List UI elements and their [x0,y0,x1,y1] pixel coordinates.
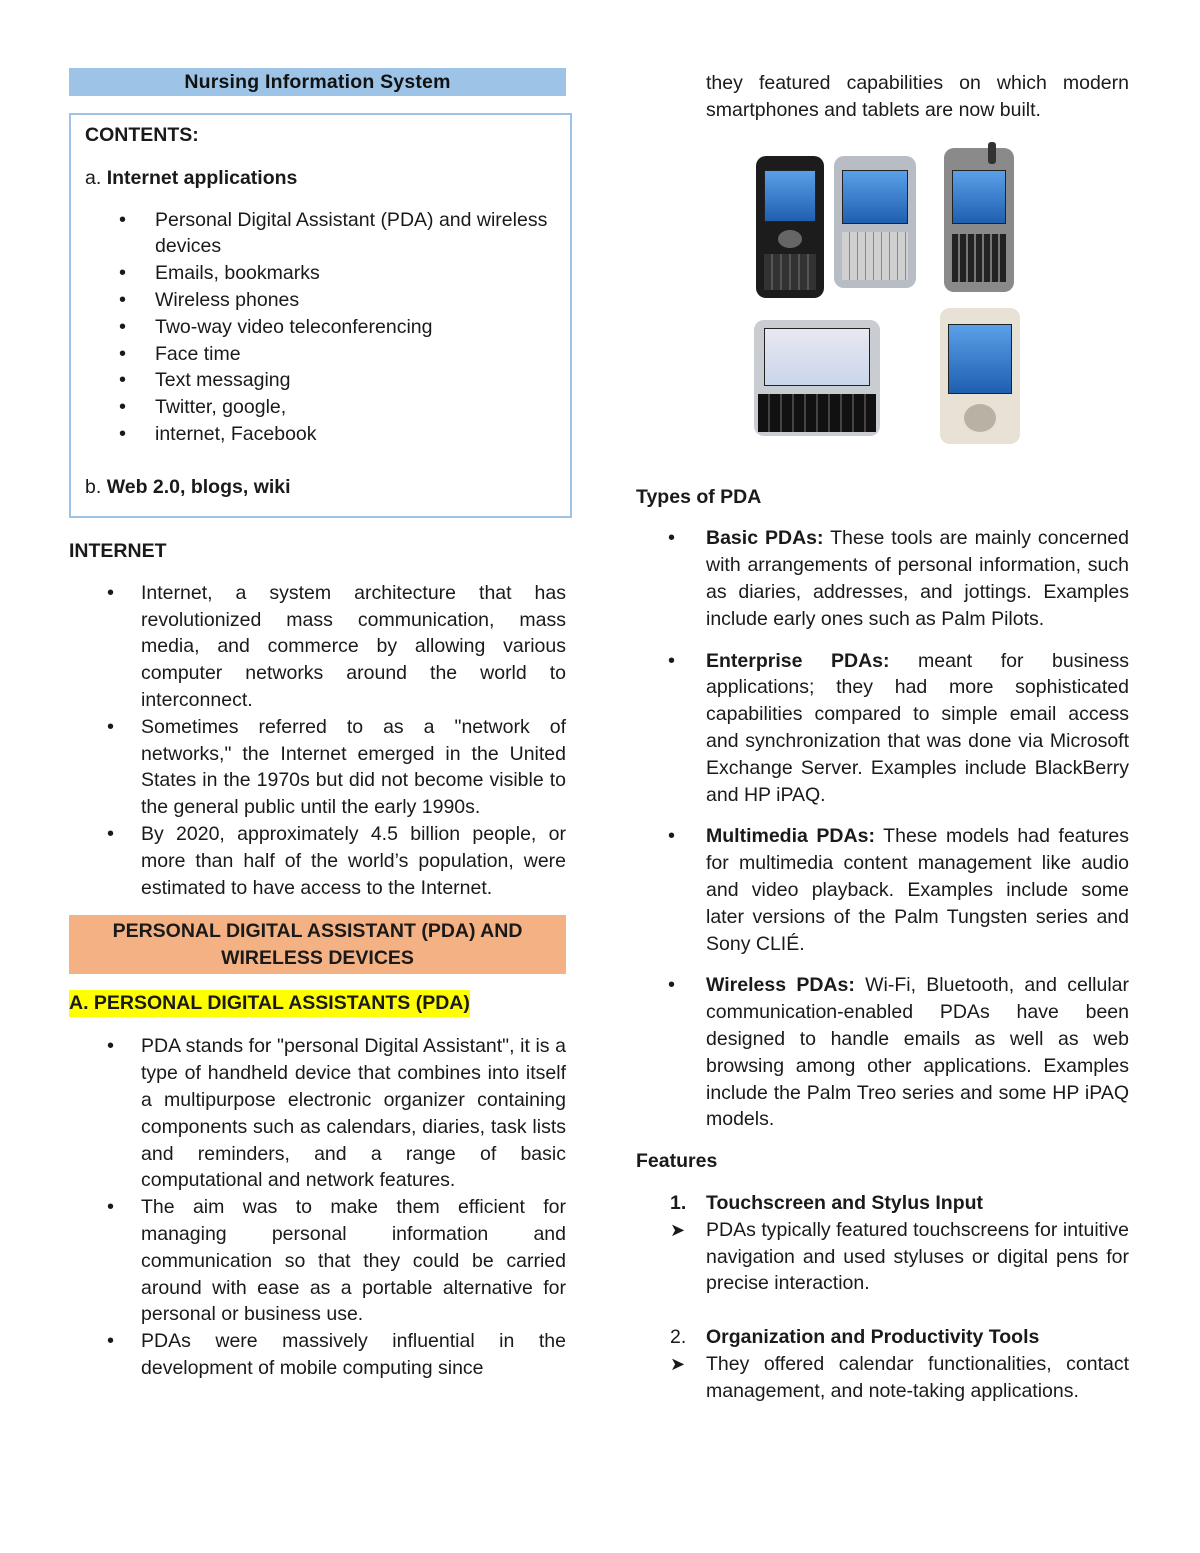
types-list [636,525,1129,1133]
list-item: • Wireless PDAs: Wi-Fi, Bluetooth, and cellular communication-enabled PDAs have been designed to handle emails as well as web browsing among other applications. Examples include the Palm Treo series and some HP iPAQ models. [668,972,1129,1133]
list-item: • Enterprise PDAs: meant for business applications; they had more sophisticated capabilities compared to simple email access and synchronization that was done via Microsoft Exchange Server. Examples include BlackBerry and HP iPAQ. [668,648,1129,809]
features-heading: Features [636,1150,718,1173]
contents-item-a: a. Internet applications [85,166,298,189]
phone-image [944,148,1014,292]
list-item: • PDA stands for "personal Digital Assistant", it is a type of handheld device that combines into itself a multipurpose electronic organizer containing components such as calendars, diaries, task lists and reminders, and a range of basic computational and network features. [107,1033,566,1194]
internet-list [69,580,566,902]
feature-1-title: 1. Touchscreen and Stylus Input [670,1191,984,1214]
list-item: • Multimedia PDAs: These models had features for multimedia content management like audio and video playback. Examples include some later versions of the Palm Tungsten series and Sony CLIÉ. [668,823,1129,957]
types-heading: Types of PDA [636,485,762,508]
arrow-icon: ➤ [670,1219,686,1240]
document-title: Nursing Information System [69,68,566,96]
contents-heading: CONTENTS: [85,124,199,146]
list-item: • Face time [119,341,556,368]
contents-list [85,207,556,448]
list-item: • Two-way video teleconferencing [119,314,556,341]
list-item: • Basic PDAs: These tools are mainly concerned with arrangements of personal information, such as diaries, addresses, and jottings. Examples include early ones such as Palm Pilots. [668,525,1129,632]
list-item: • Sometimes referred to as a "network of networks," the Internet emerged in the United States in the 1970s but did not become visible to the general public until the early 1990s. [107,714,566,821]
pda-devices-photo [754,148,1024,444]
feature-2-title: 2. Organization and Productivity Tools [670,1326,1040,1349]
phone-image [940,308,1020,444]
pda-subheading: A. PERSONAL DIGITAL ASSISTANTS (PDA) [69,990,470,1017]
right-column [636,70,1129,1405]
pda-section-banner: PERSONAL DIGITAL ASSISTANT (PDA) AND WIRELESS DEVICES [69,915,566,974]
arrow-icon: ➤ [670,1353,686,1374]
list-item: • Internet, a system architecture that has revolutionized mass communication, mass media, and commerce by allowing various computer networks around the world to interconnect. [107,580,566,714]
list-item: • Wireless phones [119,287,556,314]
list-item: • By 2020, approximately 4.5 billion people, or more than half of the world’s population, were estimated to have access to the Internet. [107,821,566,901]
phone-image [834,156,916,288]
phone-image [754,320,880,436]
feature-1-text: ➤ PDAs typically featured touchscreens for intuitive navigation and used styluses or digital pens for precise interaction. [636,1217,1129,1297]
list-item: • internet, Facebook [119,421,556,448]
internet-heading: INTERNET [69,540,167,562]
list-item: • Emails, bookmarks [119,260,556,287]
list-item: • The aim was to make them efficient for managing personal information and communication so that they could be carried around with ease as a portable alternative for personal or business use. [107,1194,566,1328]
phone-image [756,156,824,298]
feature-2-text: ➤ They offered calendar functionalities, contact management, and note-taking applications. [636,1351,1129,1405]
left-column [69,68,566,1382]
list-item: • Personal Digital Assistant (PDA) and wireless devices [119,207,556,261]
list-item: • PDAs were massively influential in the development of mobile computing since [107,1328,566,1382]
contents-box [69,113,572,518]
types-section [636,484,1129,1134]
contents-item-b: b. Web 2.0, blogs, wiki [85,475,291,498]
pda-list [69,1033,566,1381]
list-item: • Twitter, google, [119,394,556,421]
continuation-text: they featured capabilities on which modern smartphones and tablets are now built. [706,72,1129,121]
list-item: • Text messaging [119,367,556,394]
